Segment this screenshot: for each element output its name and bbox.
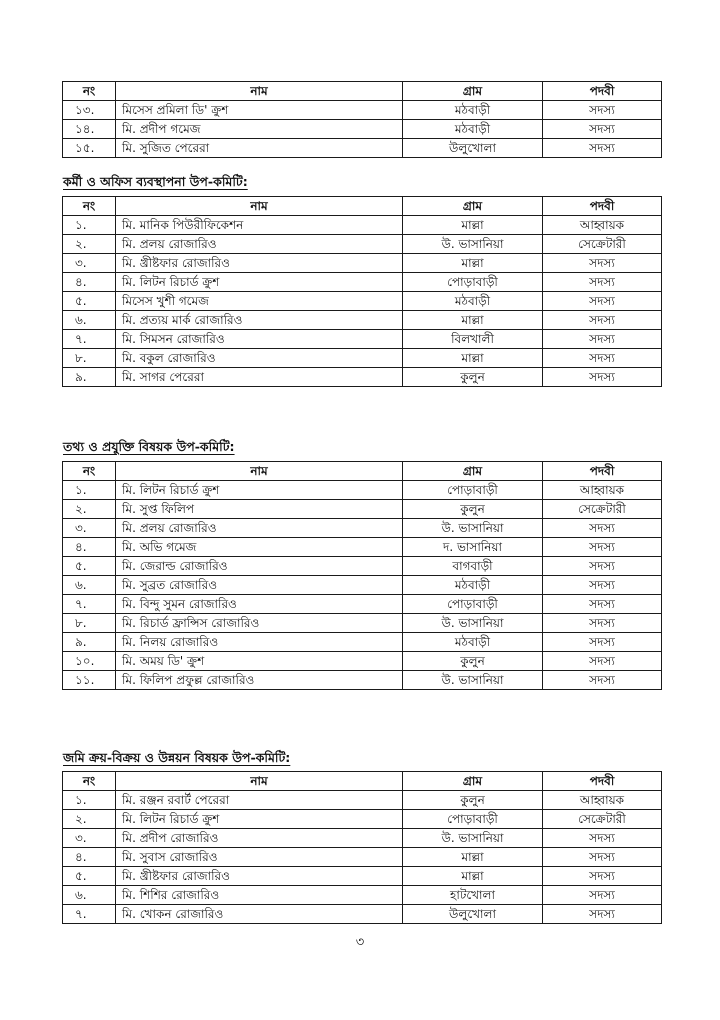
row-village: কুলুন (403, 791, 543, 810)
row-no: ৪. (63, 538, 116, 557)
header-role: পদবী (543, 462, 662, 481)
row-no: ১. (63, 481, 116, 500)
header-no: নং (63, 197, 116, 216)
row-village: বিলখালী (403, 330, 543, 349)
header-no: নং (63, 462, 116, 481)
table-row (63, 216, 662, 235)
row-village: পোড়াবাড়ী (403, 273, 543, 292)
row-role: সদস্য (543, 886, 662, 905)
row-no: ৮. (63, 349, 116, 368)
row-role: আহ্বায়ক (543, 791, 662, 810)
row-no: ৭. (63, 905, 116, 924)
header-village: গ্রাম (403, 197, 543, 216)
row-village: মাল্লা (403, 311, 543, 330)
row-village: মাল্লা (403, 254, 543, 273)
row-role: সদস্য (543, 652, 662, 671)
row-role: সদস্য (543, 349, 662, 368)
row-role: সদস্য (543, 576, 662, 595)
row-village: মঠবাড়ী (403, 633, 543, 652)
row-role: সদস্য (543, 139, 662, 158)
row-no: ১. (63, 791, 116, 810)
table-row (63, 349, 662, 368)
table-row (63, 614, 662, 633)
table-header-row (63, 462, 662, 481)
row-role: সদস্য (543, 848, 662, 867)
row-role: সদস্য (543, 292, 662, 311)
table-row (63, 538, 662, 557)
row-role: সদস্য (543, 330, 662, 349)
row-name: মি. খ্রীষ্টফার রোজারিও (116, 867, 403, 886)
table-row (63, 557, 662, 576)
row-village: হাটখোলা (403, 886, 543, 905)
header-name: নাম (116, 197, 403, 216)
table-row (63, 481, 662, 500)
row-no: ৫. (63, 292, 116, 311)
row-name: মি. বকুল রোজারিও (116, 349, 403, 368)
row-village: মঠবাড়ী (403, 120, 543, 139)
row-no: ৫. (63, 867, 116, 886)
header-no: নং (63, 82, 116, 101)
row-name: মি. খোকন রোজারিও (116, 905, 403, 924)
row-name: মি. প্রলয় রোজারিও (116, 519, 403, 538)
row-role: সেক্রেটারী (543, 500, 662, 519)
table-row (63, 633, 662, 652)
header-role: পদবী (543, 82, 662, 101)
row-no: ৪. (63, 273, 116, 292)
row-village: পোড়াবাড়ী (403, 595, 543, 614)
row-name: মি. সুব্রত রোজারিও (116, 576, 403, 595)
table-row (63, 101, 662, 120)
row-village: মাল্লা (403, 349, 543, 368)
table-row (63, 254, 662, 273)
row-name: মি. সুপ্ত ফিলিপ (116, 500, 403, 519)
row-village: পোড়াবাড়ী (403, 810, 543, 829)
row-village: বাগবাড়ী (403, 557, 543, 576)
row-no: ৭. (63, 330, 116, 349)
row-no: ৯. (63, 368, 116, 387)
row-name: মিসেস প্রমিলা ডি' ক্রুশ (116, 101, 403, 120)
row-no: ৬. (63, 576, 116, 595)
row-name: মি. অভি গমেজ (116, 538, 403, 557)
row-village: কুলুন (403, 368, 543, 387)
table-row (63, 867, 662, 886)
table-row (63, 829, 662, 848)
row-name: মি. নিলয় রোজারিও (116, 633, 403, 652)
table-row (63, 791, 662, 810)
row-village: মাল্লা (403, 848, 543, 867)
table-header-row (63, 772, 662, 791)
header-village: গ্রাম (403, 772, 543, 791)
row-name: মি. প্রদীপ রোজারিও (116, 829, 403, 848)
row-no: ৪. (63, 848, 116, 867)
row-no: ৩. (63, 254, 116, 273)
row-name: মিসেস খুশী গমেজ (116, 292, 403, 311)
table-row (63, 810, 662, 829)
row-name: মি. প্রলয় রোজারিও (116, 235, 403, 254)
header-village: গ্রাম (403, 462, 543, 481)
row-no: ৯. (63, 633, 116, 652)
row-role: সদস্য (543, 311, 662, 330)
header-village: গ্রাম (403, 82, 543, 101)
table-row (63, 652, 662, 671)
row-name: মি. লিটন রিচার্ড ক্রুশ (116, 273, 403, 292)
row-name: মি. রঞ্জন রবার্ট পেরেরা (116, 791, 403, 810)
row-name: মি. প্রত্যয় মার্ক রোজারিও (116, 311, 403, 330)
row-name: মি. রিচার্ড ফ্রান্সিস রোজারিও (116, 614, 403, 633)
row-role: সদস্য (543, 101, 662, 120)
row-role: সদস্য (543, 595, 662, 614)
row-no: ১. (63, 216, 116, 235)
row-name: মি. ফিলিপ প্রফুল্ল রোজারিও (116, 671, 403, 690)
ict-committee-table (62, 461, 662, 690)
row-no: ৬. (63, 886, 116, 905)
table-row (63, 595, 662, 614)
row-name: মি. শিশির রোজারিও (116, 886, 403, 905)
table-row (63, 330, 662, 349)
row-village: মঠবাড়ী (403, 292, 543, 311)
row-no: ৮. (63, 614, 116, 633)
row-village: দ. ভাসানিয়া (403, 538, 543, 557)
table-row (63, 671, 662, 690)
table-row (63, 292, 662, 311)
row-role: সদস্য (543, 368, 662, 387)
row-village: উ. ভাসানিয়া (403, 519, 543, 538)
header-role: পদবী (543, 772, 662, 791)
continued-committee-table (62, 81, 662, 158)
row-role: সদস্য (543, 633, 662, 652)
row-name: মি. সিমসন রোজারিও (116, 330, 403, 349)
table-row (63, 311, 662, 330)
row-no: ৩. (63, 519, 116, 538)
row-no: ১০. (63, 652, 116, 671)
row-village: উলুখোলা (403, 139, 543, 158)
row-no: ৫. (63, 557, 116, 576)
table-row (63, 120, 662, 139)
row-no: ২. (63, 500, 116, 519)
row-name: মি. বিন্দু সুমন রোজারিও (116, 595, 403, 614)
header-name: নাম (116, 462, 403, 481)
row-no: ১৫. (63, 139, 116, 158)
table-row (63, 905, 662, 924)
table-row (63, 500, 662, 519)
row-role: সদস্য (543, 557, 662, 576)
row-role: সেক্রেটারী (543, 810, 662, 829)
row-village: উ. ভাসানিয়া (403, 235, 543, 254)
row-role: সদস্য (543, 538, 662, 557)
row-name: মি. লিটন রিচার্ড ক্রুশ (116, 810, 403, 829)
row-village: মাল্লা (403, 867, 543, 886)
row-village: উলুখোলা (403, 905, 543, 924)
row-role: সেক্রেটারী (543, 235, 662, 254)
row-role: সদস্য (543, 254, 662, 273)
row-name: মি. প্রদীপ গমেজ (116, 120, 403, 139)
table-row (63, 576, 662, 595)
row-village: পোড়াবাড়ী (403, 481, 543, 500)
row-role: সদস্য (543, 829, 662, 848)
row-role: সদস্য (543, 614, 662, 633)
row-no: ২. (63, 810, 116, 829)
row-name: মি. মানিক পিউরীফিকেশন (116, 216, 403, 235)
row-role: আহ্বায়ক (543, 216, 662, 235)
header-name: নাম (116, 82, 403, 101)
land-committee-table (62, 771, 662, 924)
row-role: সদস্য (543, 671, 662, 690)
row-name: মি. জেরাল্ড রোজারিও (116, 557, 403, 576)
row-role: সদস্য (543, 867, 662, 886)
table-row (63, 848, 662, 867)
header-name: নাম (116, 772, 403, 791)
table-row (63, 273, 662, 292)
table-row (63, 139, 662, 158)
row-village: উ. ভাসানিয়া (403, 614, 543, 633)
row-role: সদস্য (543, 273, 662, 292)
row-role: সদস্য (543, 519, 662, 538)
row-no: ১৪. (63, 120, 116, 139)
row-no: ১৩. (63, 101, 116, 120)
header-no: নং (63, 772, 116, 791)
row-village: কুলুন (403, 500, 543, 519)
row-name: মি. সুবাস রোজারিও (116, 848, 403, 867)
row-name: মি. অময় ডি' ক্রুশ (116, 652, 403, 671)
header-role: পদবী (543, 197, 662, 216)
table-row (63, 519, 662, 538)
row-name: মি. সাগর পেরেরা (116, 368, 403, 387)
row-village: মঠবাড়ী (403, 101, 543, 120)
row-village: মঠবাড়ী (403, 576, 543, 595)
row-no: ২. (63, 235, 116, 254)
row-role: সদস্য (543, 905, 662, 924)
row-no: ১১. (63, 671, 116, 690)
table-header-row (63, 82, 662, 101)
staff-committee-table (62, 196, 662, 387)
row-village: মাল্লা (403, 216, 543, 235)
table-header-row (63, 197, 662, 216)
land-committee-title: জমি ক্রয়-বিক্রয় ও উন্নয়ন বিষয়ক উপ-কমিটি: (63, 750, 291, 765)
ict-committee-title: তথ্য ও প্রযুক্তি বিষয়ক উপ-কমিটি: (63, 439, 235, 454)
row-name: মি. লিটন রিচার্ড ক্রুশ (116, 481, 403, 500)
row-no: ৩. (63, 829, 116, 848)
row-name: মি. খ্রীষ্টফার রোজারিও (116, 254, 403, 273)
row-village: কুলুন (403, 652, 543, 671)
staff-committee-title: কর্মী ও অফিস ব্যবস্থাপনা উপ-কমিটি: (63, 174, 248, 189)
row-role: আহ্বায়ক (543, 481, 662, 500)
table-row (63, 368, 662, 387)
row-no: ৬. (63, 311, 116, 330)
table-row (63, 235, 662, 254)
row-name: মি. সুজিত পেরেরা (116, 139, 403, 158)
table-row (63, 886, 662, 905)
row-no: ৭. (63, 595, 116, 614)
page-number: ৩ (355, 935, 365, 950)
row-village: উ. ভাসানিয়া (403, 829, 543, 848)
row-role: সদস্য (543, 120, 662, 139)
row-village: উ. ভাসানিয়া (403, 671, 543, 690)
